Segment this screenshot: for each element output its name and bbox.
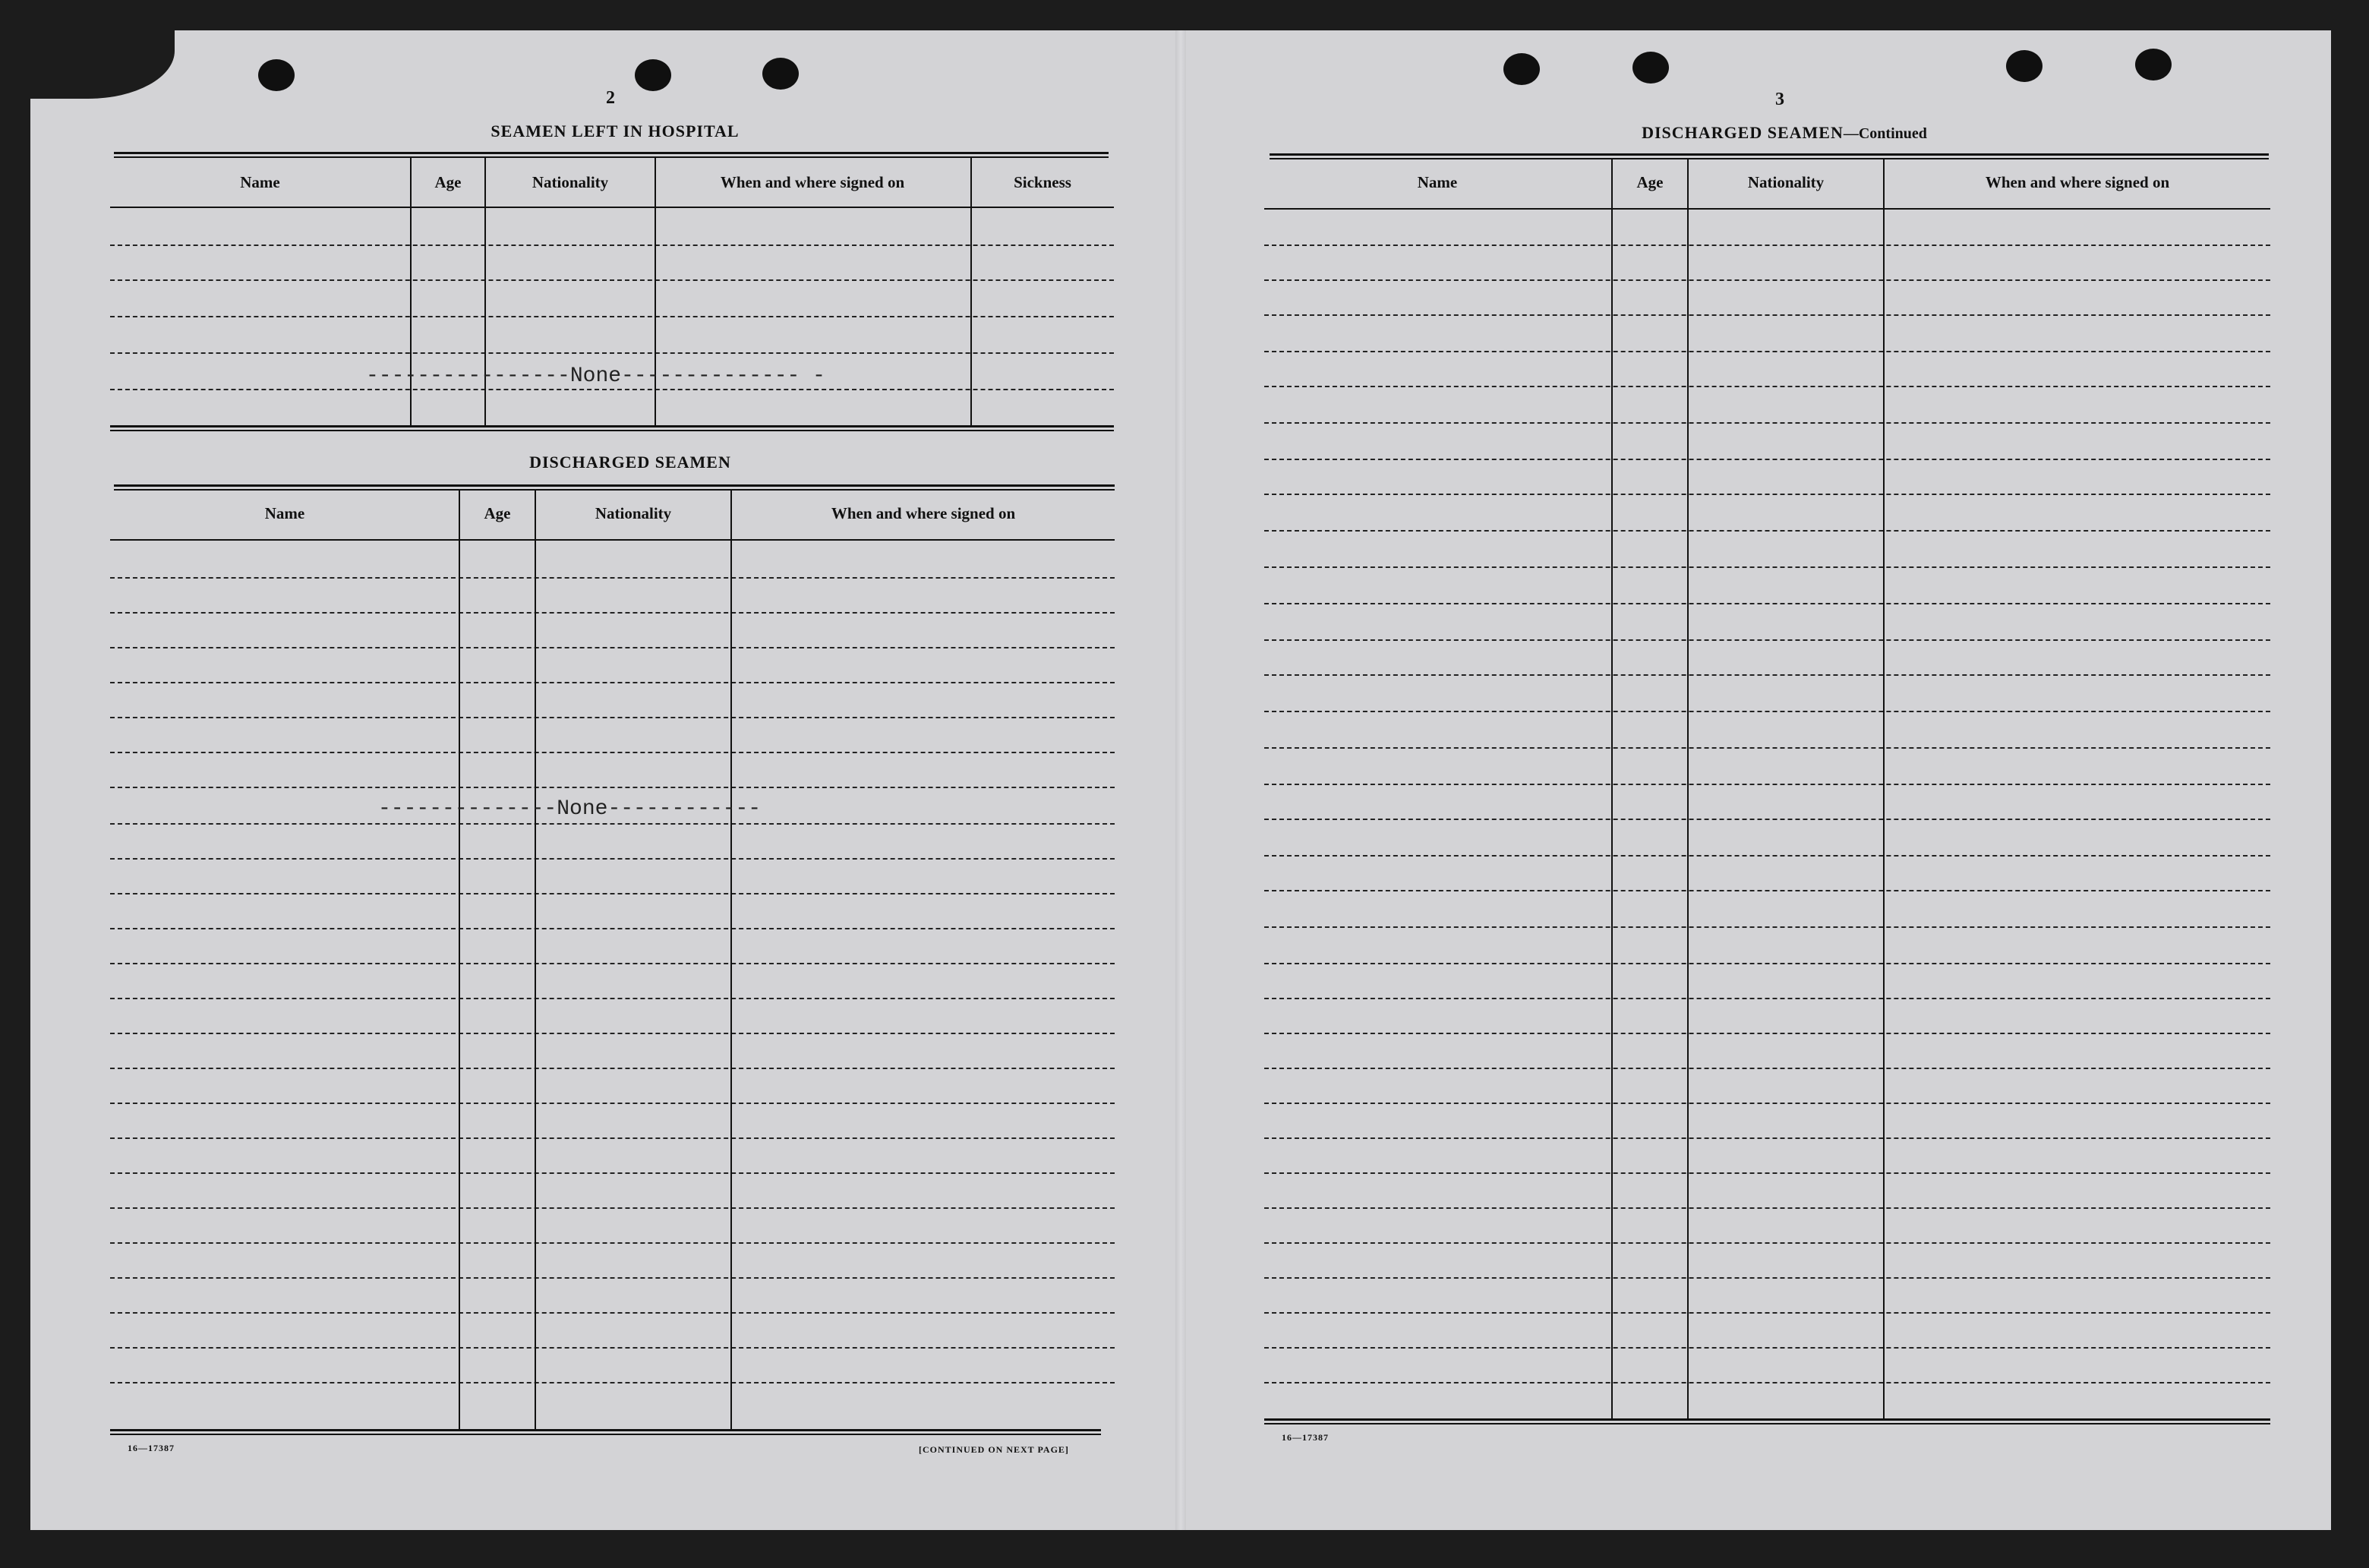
- discharged-header-rule: [110, 539, 1115, 541]
- punch-hole: [762, 58, 799, 90]
- continued-col-age: Age: [1636, 173, 1664, 191]
- discharged-row-line: [110, 577, 1115, 579]
- continued-row-line: [1264, 1137, 2270, 1139]
- continued-row-line: [1264, 459, 2270, 460]
- continued-row-line: [1264, 422, 2270, 424]
- discharged-title: DISCHARGED SEAMEN: [529, 453, 731, 472]
- continued-row-line: [1264, 494, 2270, 495]
- continued-row-line: [1264, 351, 2270, 352]
- continued-row-line: [1264, 819, 2270, 820]
- hospital-col-signed-on: When and where signed on: [720, 173, 905, 191]
- punch-hole: [2006, 50, 2043, 82]
- discharged-col-signed-on: When and where signed on: [831, 504, 1016, 522]
- hospital-row-line: [110, 389, 1114, 390]
- continued-row-line: [1264, 1242, 2270, 1244]
- continued-row-line: [1264, 1347, 2270, 1349]
- discharged-continued-title-main: DISCHARGED SEAMEN: [1642, 123, 1844, 142]
- page-fold: [1175, 30, 1186, 1530]
- continued-row-line: [1264, 1103, 2270, 1104]
- punch-hole: [258, 59, 295, 91]
- continued-top-rule: [1270, 153, 2269, 159]
- footer-code-right: 16—17387: [1282, 1432, 1329, 1443]
- hospital-col-divider: [970, 158, 972, 425]
- continued-row-line: [1264, 1172, 2270, 1174]
- continued-col-divider: [1883, 159, 1885, 1418]
- continued-row-line: [1264, 747, 2270, 749]
- continued-row-line: [1264, 855, 2270, 857]
- continued-row-line: [1264, 963, 2270, 964]
- continued-row-line: [1264, 1033, 2270, 1034]
- discharged-row-line: [110, 928, 1115, 929]
- continued-row-line: [1264, 1382, 2270, 1383]
- hospital-col-nationality: Nationality: [532, 173, 609, 191]
- hospital-row-line: [110, 352, 1114, 354]
- continued-row-line: [1264, 1312, 2270, 1314]
- punch-hole: [1503, 53, 1540, 85]
- discharged-col-nationality: Nationality: [595, 504, 672, 522]
- continued-row-line: [1264, 1068, 2270, 1069]
- continued-row-line: [1264, 279, 2270, 281]
- hospital-row-line: [110, 279, 1114, 281]
- discharged-row-line: [110, 1068, 1115, 1069]
- discharged-col-name: Name: [264, 504, 305, 522]
- hospital-col-name: Name: [240, 173, 280, 191]
- discharged-row-line: [110, 787, 1115, 788]
- hospital-row-line: [110, 245, 1114, 246]
- continued-col-name: Name: [1417, 173, 1458, 191]
- hospital-bottom-rule: [110, 425, 1114, 431]
- continued-row-line: [1264, 245, 2270, 246]
- page-number-right: 3: [1775, 90, 1784, 109]
- discharged-col-divider: [459, 491, 460, 1429]
- discharged-row-line: [110, 1242, 1115, 1244]
- continued-row-line: [1264, 1277, 2270, 1279]
- continued-row-line: [1264, 926, 2270, 928]
- page-number-left: 2: [606, 88, 615, 108]
- discharged-row-line: [110, 963, 1115, 964]
- discharged-row-line: [110, 717, 1115, 718]
- hospital-col-age: Age: [434, 173, 462, 191]
- discharged-col-divider: [535, 491, 536, 1429]
- discharged-row-line: [110, 612, 1115, 614]
- discharged-row-line: [110, 858, 1115, 860]
- footer-code-left: 16—17387: [128, 1443, 175, 1453]
- discharged-row-line: [110, 1103, 1115, 1104]
- discharged-row-line: [110, 1347, 1115, 1349]
- continued-row-line: [1264, 711, 2270, 712]
- footer-continued-note: [CONTINUED ON NEXT PAGE]: [919, 1444, 1069, 1455]
- discharged-continued-title: [1557, 123, 2012, 143]
- punch-hole: [635, 59, 671, 91]
- continued-row-line: [1264, 998, 2270, 999]
- punch-hole: [2135, 49, 2172, 80]
- hospital-header-rule: [110, 207, 1114, 208]
- continued-row-line: [1264, 603, 2270, 604]
- discharged-bottom-rule: [110, 1429, 1101, 1435]
- continued-bottom-rule: [1264, 1418, 2270, 1424]
- hospital-col-sickness: Sickness: [1014, 173, 1071, 191]
- discharged-col-age: Age: [484, 504, 511, 522]
- hospital-row-line: [110, 316, 1114, 317]
- discharged-top-rule: [114, 484, 1115, 491]
- discharged-row-line: [110, 1382, 1115, 1383]
- discharged-row-line: [110, 823, 1115, 825]
- continued-col-nationality: Nationality: [1747, 173, 1825, 191]
- discharged-continued-title-cont: —Continued: [1843, 125, 1927, 142]
- hospital-title: SEAMEN LEFT IN HOSPITAL: [491, 121, 740, 140]
- hospital-typed-entry: ----------------None-------------- -: [366, 364, 825, 388]
- discharged-row-line: [110, 1207, 1115, 1209]
- continued-row-line: [1264, 1207, 2270, 1209]
- discharged-col-divider: [730, 491, 732, 1429]
- continued-col-signed-on: When and where signed on: [1985, 173, 2170, 191]
- punch-hole: [1632, 52, 1669, 84]
- continued-row-line: [1264, 314, 2270, 316]
- continued-header-rule: [1264, 208, 2270, 210]
- continued-row-line: [1264, 639, 2270, 641]
- continued-col-divider: [1687, 159, 1689, 1418]
- discharged-typed-entry: --------------None------------: [378, 797, 762, 821]
- continued-row-line: [1264, 386, 2270, 387]
- discharged-row-line: [110, 1172, 1115, 1174]
- discharged-row-line: [110, 1277, 1115, 1279]
- discharged-row-line: [110, 1312, 1115, 1314]
- discharged-row-line: [110, 1033, 1115, 1034]
- continued-row-line: [1264, 530, 2270, 532]
- continued-row-line: [1264, 566, 2270, 568]
- continued-row-line: [1264, 784, 2270, 785]
- discharged-row-line: [110, 682, 1115, 683]
- discharged-row-line: [110, 1137, 1115, 1139]
- continued-row-line: [1264, 890, 2270, 891]
- continued-row-line: [1264, 674, 2270, 676]
- hospital-top-rule: [114, 152, 1109, 158]
- discharged-row-line: [110, 752, 1115, 753]
- continued-col-divider: [1611, 159, 1613, 1418]
- discharged-row-line: [110, 647, 1115, 648]
- discharged-row-line: [110, 893, 1115, 894]
- discharged-row-line: [110, 998, 1115, 999]
